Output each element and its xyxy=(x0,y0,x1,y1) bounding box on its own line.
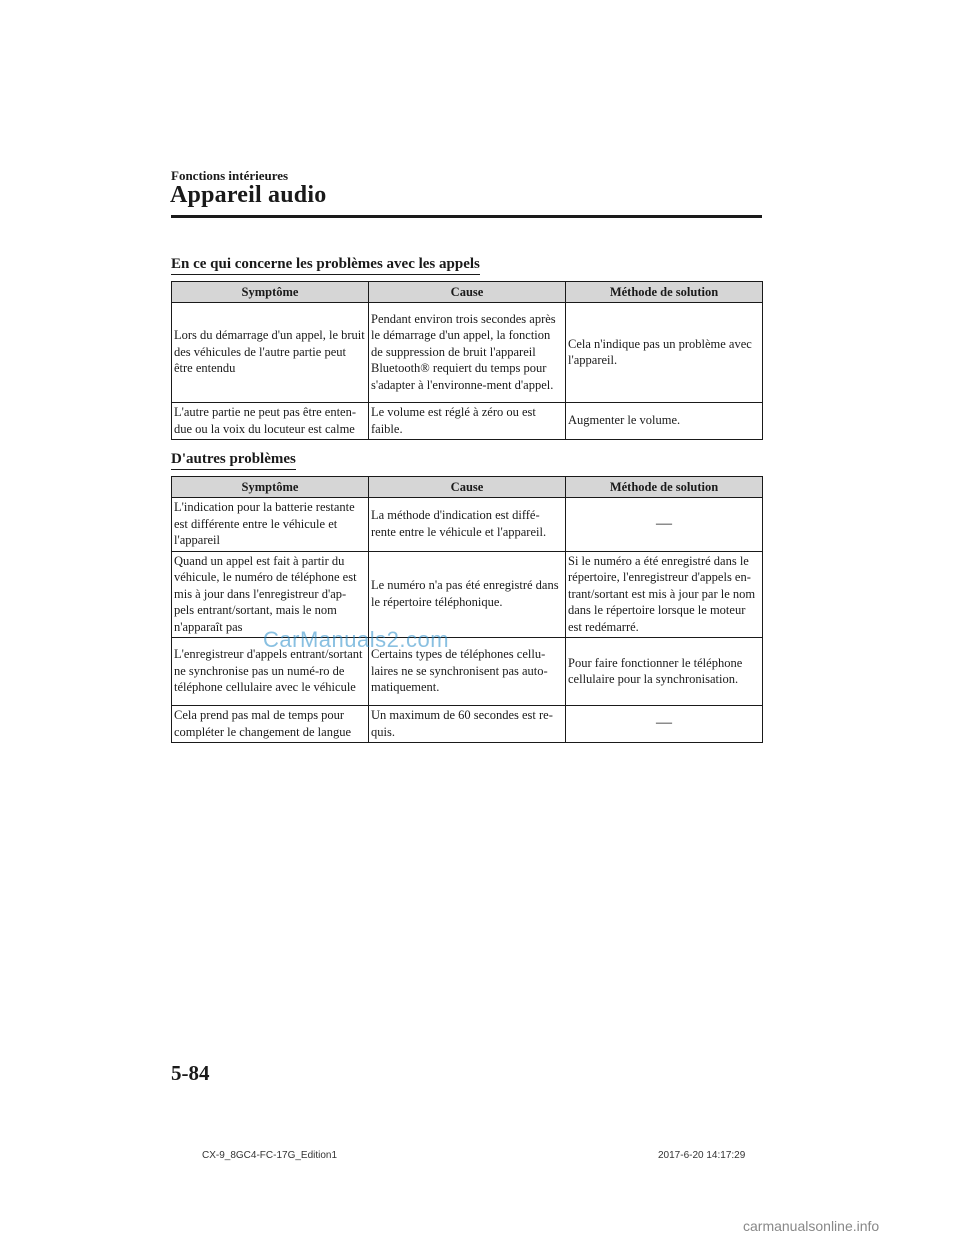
calls-problems-table xyxy=(171,281,763,440)
solution-cell: Pour faire fonctionner le téléphone cellulaire pour la synchronisation. xyxy=(566,638,763,706)
symptom-cell: L'autre partie ne peut pas être enten-due ou la voix du locuteur est calme xyxy=(172,403,369,440)
symptom-cell: Quand un appel est fait à partir du véhicule, le numéro de téléphone est mis à jour dans l'enregistreur d'ap-pels entrant/sortant, mais le nom n'apparaît pas xyxy=(172,551,369,638)
symptom-cell: Lors du démarrage d'un appel, le bruit des véhicules de l'autre partie peut être entendu xyxy=(172,303,369,403)
table-row xyxy=(172,551,763,638)
section-heading-other: D'autres problèmes xyxy=(171,450,296,470)
column-header-cause: Cause xyxy=(369,282,566,303)
footer-document-id: CX-9_8GC4-FC-17G_Edition1 xyxy=(202,1150,338,1161)
page-number: 5-84 xyxy=(171,1061,210,1085)
footer-timestamp: 2017-6-20 14:17:29 xyxy=(658,1150,746,1161)
cause-cell: Certains types de téléphones cellu-laires ne se synchronisent pas auto-matiquement. xyxy=(369,638,566,706)
column-header-solution: Méthode de solution xyxy=(566,282,763,303)
column-header-symptom: Symptôme xyxy=(172,477,369,498)
watermark: CarManuals2.com xyxy=(263,627,450,652)
chapter-label: Fonctions intérieures xyxy=(171,168,289,183)
cause-cell: Le numéro n'a pas été enregistré dans le répertoire téléphonique. xyxy=(369,551,566,638)
table-row xyxy=(172,706,763,743)
table-row xyxy=(172,303,763,403)
symptom-cell: L'enregistreur d'appels entrant/sortant ne synchronise pas un numé-ro de téléphone cellulaire avec le véhicule xyxy=(172,638,369,706)
cause-cell: La méthode d'indication est diffé-rente entre le véhicule et l'appareil. xyxy=(369,498,566,552)
page-title: Appareil audio xyxy=(170,182,327,208)
table-row xyxy=(172,498,763,552)
table-header-row xyxy=(172,282,763,303)
solution-cell: Augmenter le volume. xyxy=(566,403,763,440)
solution-cell: Si le numéro a été enregistré dans le répertoire, l'enregistreur d'appels en-trant/sortant est mis à jour par le nom dans le répertoire lorsque le moteur est redémarré. xyxy=(566,551,763,638)
table-header-row xyxy=(172,477,763,498)
title-divider xyxy=(171,215,762,218)
table-row xyxy=(172,403,763,440)
site-watermark: carmanualsonline.info xyxy=(743,1218,880,1234)
cause-cell: Le volume est réglé à zéro ou est faible. xyxy=(369,403,566,440)
section-heading-calls: En ce qui concerne les problèmes avec les appels xyxy=(171,255,480,275)
solution-cell: Cela n'indique pas un problème avec l'appareil. xyxy=(566,303,763,403)
symptom-cell: L'indication pour la batterie restante est différente entre le véhicule et l'appareil xyxy=(172,498,369,552)
solution-cell: — xyxy=(566,706,763,743)
solution-cell: — xyxy=(566,498,763,552)
symptom-cell: Cela prend pas mal de temps pour compléter le changement de langue xyxy=(172,706,369,743)
column-header-symptom: Symptôme xyxy=(172,282,369,303)
cause-cell: Un maximum de 60 secondes est re-quis. xyxy=(369,706,566,743)
cause-cell: Pendant environ trois secondes après le démarrage d'un appel, la fonction de suppression de bruit l'appareil Bluetooth® requiert du temps pour s'adapter à l'environne-ment d'appel. xyxy=(369,303,566,403)
table-row xyxy=(172,638,763,706)
other-problems-table xyxy=(171,476,763,743)
column-header-cause: Cause xyxy=(369,477,566,498)
column-header-solution: Méthode de solution xyxy=(566,477,763,498)
